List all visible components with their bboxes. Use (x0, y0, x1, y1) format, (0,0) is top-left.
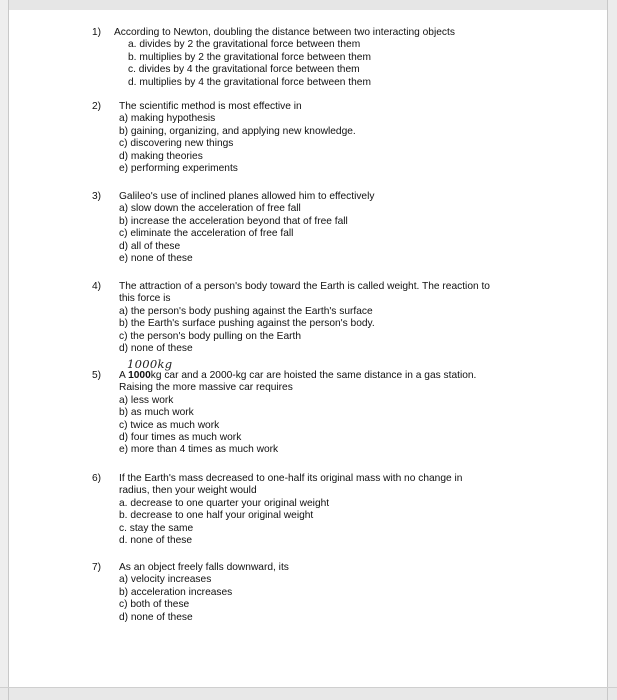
options-list (119, 498, 549, 548)
page-edge-bottom (0, 687, 617, 688)
question-number: 5) (92, 370, 102, 381)
question-stem: According to Newton, doubling the distance between two interacting objects (114, 27, 455, 38)
question-stem-continued: this force is (119, 293, 171, 305)
question-stem: The scientific method is most effective in (119, 101, 302, 112)
scan-border-right (608, 0, 617, 700)
option-e: e) more than 4 times as much work (119, 444, 279, 456)
option-c: c) discovering new things (119, 138, 234, 150)
option-a: a) the person's body pushing against the Earth's surface (119, 305, 373, 317)
option-b: b) the Earth's surface pushing against the person's body. (119, 318, 375, 330)
option-d: d) making theories (119, 150, 203, 162)
option-d: d) none of these (119, 611, 193, 623)
question-number: 7) (92, 562, 102, 573)
option-a: a) velocity increases (119, 574, 212, 586)
option-c: c. divides by 4 the gravitational force between them (128, 64, 360, 76)
option-c: c) both of these (119, 599, 190, 611)
options-list (114, 39, 544, 89)
option-a: a. decrease to one quarter your original weight (119, 497, 330, 509)
option-a: a. divides by 2 the gravitational force between them (128, 39, 361, 51)
question-stem: If the Earth's mass decreased to one-half its original mass with no change in (119, 473, 463, 484)
question-stem: As an object freely falls downward, its (119, 562, 289, 573)
option-c: c) eliminate the acceleration of free fall (119, 228, 294, 240)
question-stem: Galileo's use of inclined planes allowed him to effectively (119, 191, 375, 202)
question-number: 1) (92, 27, 102, 38)
option-b: b) gaining, organizing, and applying new knowledge. (119, 125, 356, 137)
options-list (119, 306, 549, 356)
question-stem-continued: radius, then your weight would (119, 485, 257, 497)
option-a: a) less work (119, 394, 174, 406)
option-c: c. stay the same (119, 522, 194, 534)
question-stem-continued: Raising the more massive car requires (119, 382, 293, 394)
page-edge-right (607, 0, 608, 700)
question-stem: The attraction of a person's body toward the Earth is called weight. The reaction to (119, 281, 490, 292)
question-stem (119, 370, 549, 382)
option-d: d) all of these (119, 240, 181, 252)
option-e: e) none of these (119, 253, 193, 265)
option-b: b. multiplies by 2 the gravitational force between them (128, 51, 371, 63)
option-d: d. multiplies by 4 the gravitational force between them (128, 76, 371, 88)
scan-border-top (0, 0, 617, 10)
option-d: d) none of these (119, 343, 193, 355)
option-e: e) performing experiments (119, 163, 238, 175)
option-a: a) making hypothesis (119, 113, 216, 125)
option-d: d) four times as much work (119, 432, 242, 444)
option-b: b) acceleration increases (119, 586, 233, 598)
question-number: 2) (92, 101, 102, 112)
option-b: b. decrease to one half your original weight (119, 510, 314, 522)
page-edge-left (8, 0, 9, 700)
scan-border-bottom (0, 688, 617, 700)
option-c: c) the person's body pulling on the Earth (119, 330, 302, 342)
options-list (119, 574, 549, 624)
option-c: c) twice as much work (119, 419, 220, 431)
options-list (119, 113, 549, 175)
option-b: b) increase the acceleration beyond that of free fall (119, 215, 348, 227)
option-d: d. none of these (119, 535, 193, 547)
scribbled-mass: 1000 (128, 370, 151, 381)
question-number: 3) (92, 191, 102, 202)
option-a: a) slow down the acceleration of free fall (119, 203, 301, 215)
options-list (119, 395, 549, 457)
stem-rest: kg car and a 2000-kg car are hoisted the same distance in a gas station. (150, 370, 477, 381)
question-number: 4) (92, 281, 102, 292)
stem-prefix: A (119, 370, 126, 381)
options-list (119, 203, 549, 265)
handwritten-annotation: 1000kg (127, 357, 173, 371)
question-number: 6) (92, 473, 102, 484)
option-b: b) as much work (119, 407, 194, 419)
